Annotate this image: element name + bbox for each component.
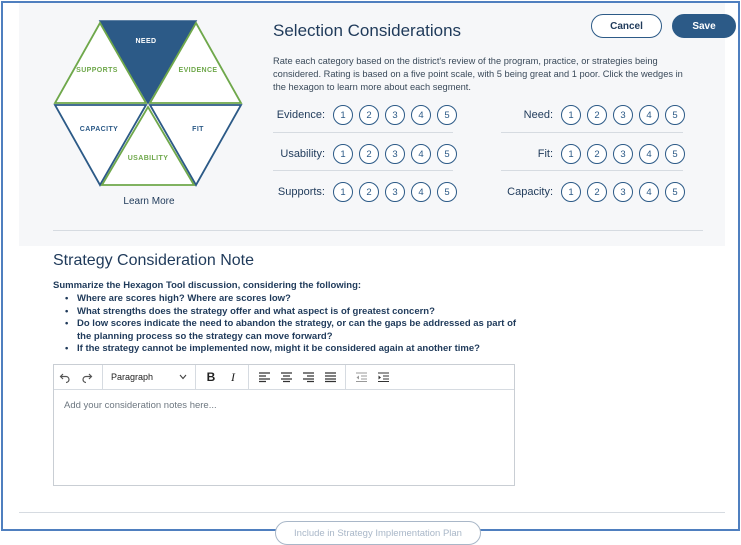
rating-option[interactable]: 3	[385, 182, 405, 202]
rating-label: Usability:	[280, 148, 325, 160]
rating-label: Evidence:	[276, 109, 325, 121]
toolbar-separator	[102, 365, 103, 390]
note-section-title: Strategy Consideration Note	[53, 252, 254, 269]
rating-option[interactable]: 2	[359, 105, 379, 125]
divider	[53, 230, 703, 231]
rating-option[interactable]: 3	[385, 144, 405, 164]
hexagon-label-fit: FIT	[192, 126, 204, 133]
rating-option[interactable]: 3	[385, 105, 405, 125]
notes-editor-input[interactable]: Add your consideration notes here...	[64, 400, 217, 411]
hexagon-label-need: NEED	[135, 38, 157, 45]
list-item: • Where are scores high? Where are scores low?	[65, 293, 525, 306]
note-guidance-list	[65, 293, 525, 356]
rating-option[interactable]: 5	[437, 182, 457, 202]
hexagon-label-usability: USABILITY	[127, 155, 169, 162]
learn-more-link[interactable]: Learn More	[123, 196, 175, 207]
rating-option[interactable]: 1	[561, 144, 581, 164]
note-intro: Summarize the Hexagon Tool discussion, considering the following:	[53, 280, 362, 291]
save-button[interactable]: Save	[672, 14, 736, 38]
rich-text-editor	[53, 364, 515, 486]
hexagon-label-capacity: CAPACITY	[79, 126, 119, 133]
paragraph-format-value: Paragraph	[111, 372, 154, 382]
rating-option[interactable]: 5	[437, 144, 457, 164]
rating-option[interactable]: 1	[561, 105, 581, 125]
rating-option[interactable]: 4	[411, 144, 431, 164]
app-window	[1, 1, 740, 539]
rating-label: Supports:	[277, 186, 325, 198]
rating-option[interactable]: 1	[561, 182, 581, 202]
rating-option[interactable]: 1	[333, 105, 353, 125]
chevron-down-icon	[179, 374, 187, 380]
rating-option[interactable]: 1	[333, 182, 353, 202]
rating-option[interactable]: 4	[639, 105, 659, 125]
rating-option[interactable]: 5	[665, 144, 685, 164]
rating-row-supports	[265, 180, 457, 204]
rating-option[interactable]: 2	[587, 105, 607, 125]
bold-icon[interactable]: B	[206, 370, 216, 384]
rating-option[interactable]: 4	[639, 182, 659, 202]
list-item: • What strengths does the strategy offer and what aspect is of greatest concern?	[65, 306, 525, 319]
divider	[273, 132, 453, 133]
rating-label: Fit:	[537, 148, 553, 160]
toolbar-separator	[195, 365, 196, 390]
hexagon-label-evidence: EVIDENCE	[178, 67, 218, 74]
list-item: • Do low scores indicate the need to abandon the strategy, or can the gaps be addressed as part of the planning process so the strategy can move forward?	[65, 318, 525, 343]
align-justify-icon[interactable]	[319, 365, 341, 390]
rating-row-evidence	[265, 103, 457, 127]
outdent-icon[interactable]	[350, 365, 372, 390]
rating-row-fit	[493, 142, 685, 166]
rating-row-capacity	[493, 180, 685, 204]
rating-option[interactable]: 4	[411, 182, 431, 202]
cancel-button[interactable]: Cancel	[591, 14, 662, 38]
page-title: Selection Considerations	[273, 21, 462, 40]
rating-row-need	[493, 103, 685, 127]
editor-toolbar	[54, 365, 514, 390]
rating-option[interactable]: 1	[333, 144, 353, 164]
rating-option[interactable]: 5	[437, 105, 457, 125]
italic-icon[interactable]: I	[231, 369, 235, 384]
rating-option[interactable]: 2	[587, 144, 607, 164]
divider	[501, 132, 683, 133]
align-right-icon[interactable]	[297, 365, 319, 390]
rating-row-usability	[265, 142, 457, 166]
rating-option[interactable]: 4	[639, 144, 659, 164]
divider	[273, 170, 453, 171]
rating-option[interactable]: 2	[359, 144, 379, 164]
divider	[501, 170, 683, 171]
rating-option[interactable]: 3	[613, 144, 633, 164]
hexagon-label-supports: SUPPORTS	[76, 67, 118, 74]
align-center-icon[interactable]	[275, 365, 297, 390]
indent-icon[interactable]	[372, 365, 394, 390]
rating-option[interactable]: 5	[665, 105, 685, 125]
rating-option[interactable]: 3	[613, 105, 633, 125]
rating-option[interactable]: 2	[587, 182, 607, 202]
list-item: • If the strategy cannot be implemented now, might it be considered again at another time?	[65, 343, 525, 356]
rating-option[interactable]: 5	[665, 182, 685, 202]
rating-label: Need:	[523, 109, 553, 121]
rating-instructions: Rate each category based on the district's review of the program, practice, or strategies being considered. Rating is based on a five point scale, with 5 being great and 1 poor. Click the wedges in the hexagon to learn more about each segment.	[273, 56, 683, 92]
rating-label: Capacity:	[507, 186, 553, 198]
rating-option[interactable]: 3	[613, 182, 633, 202]
align-left-icon[interactable]	[253, 365, 275, 390]
rating-option[interactable]: 2	[359, 182, 379, 202]
toolbar-separator	[248, 365, 249, 390]
rating-option[interactable]: 4	[411, 105, 431, 125]
include-in-plan-button[interactable]: Include in Strategy Implementation Plan	[275, 521, 481, 545]
undo-icon[interactable]	[54, 365, 76, 390]
divider	[19, 512, 725, 513]
paragraph-format-select[interactable]	[107, 365, 191, 390]
toolbar-separator	[345, 365, 346, 390]
redo-icon[interactable]	[76, 365, 98, 390]
